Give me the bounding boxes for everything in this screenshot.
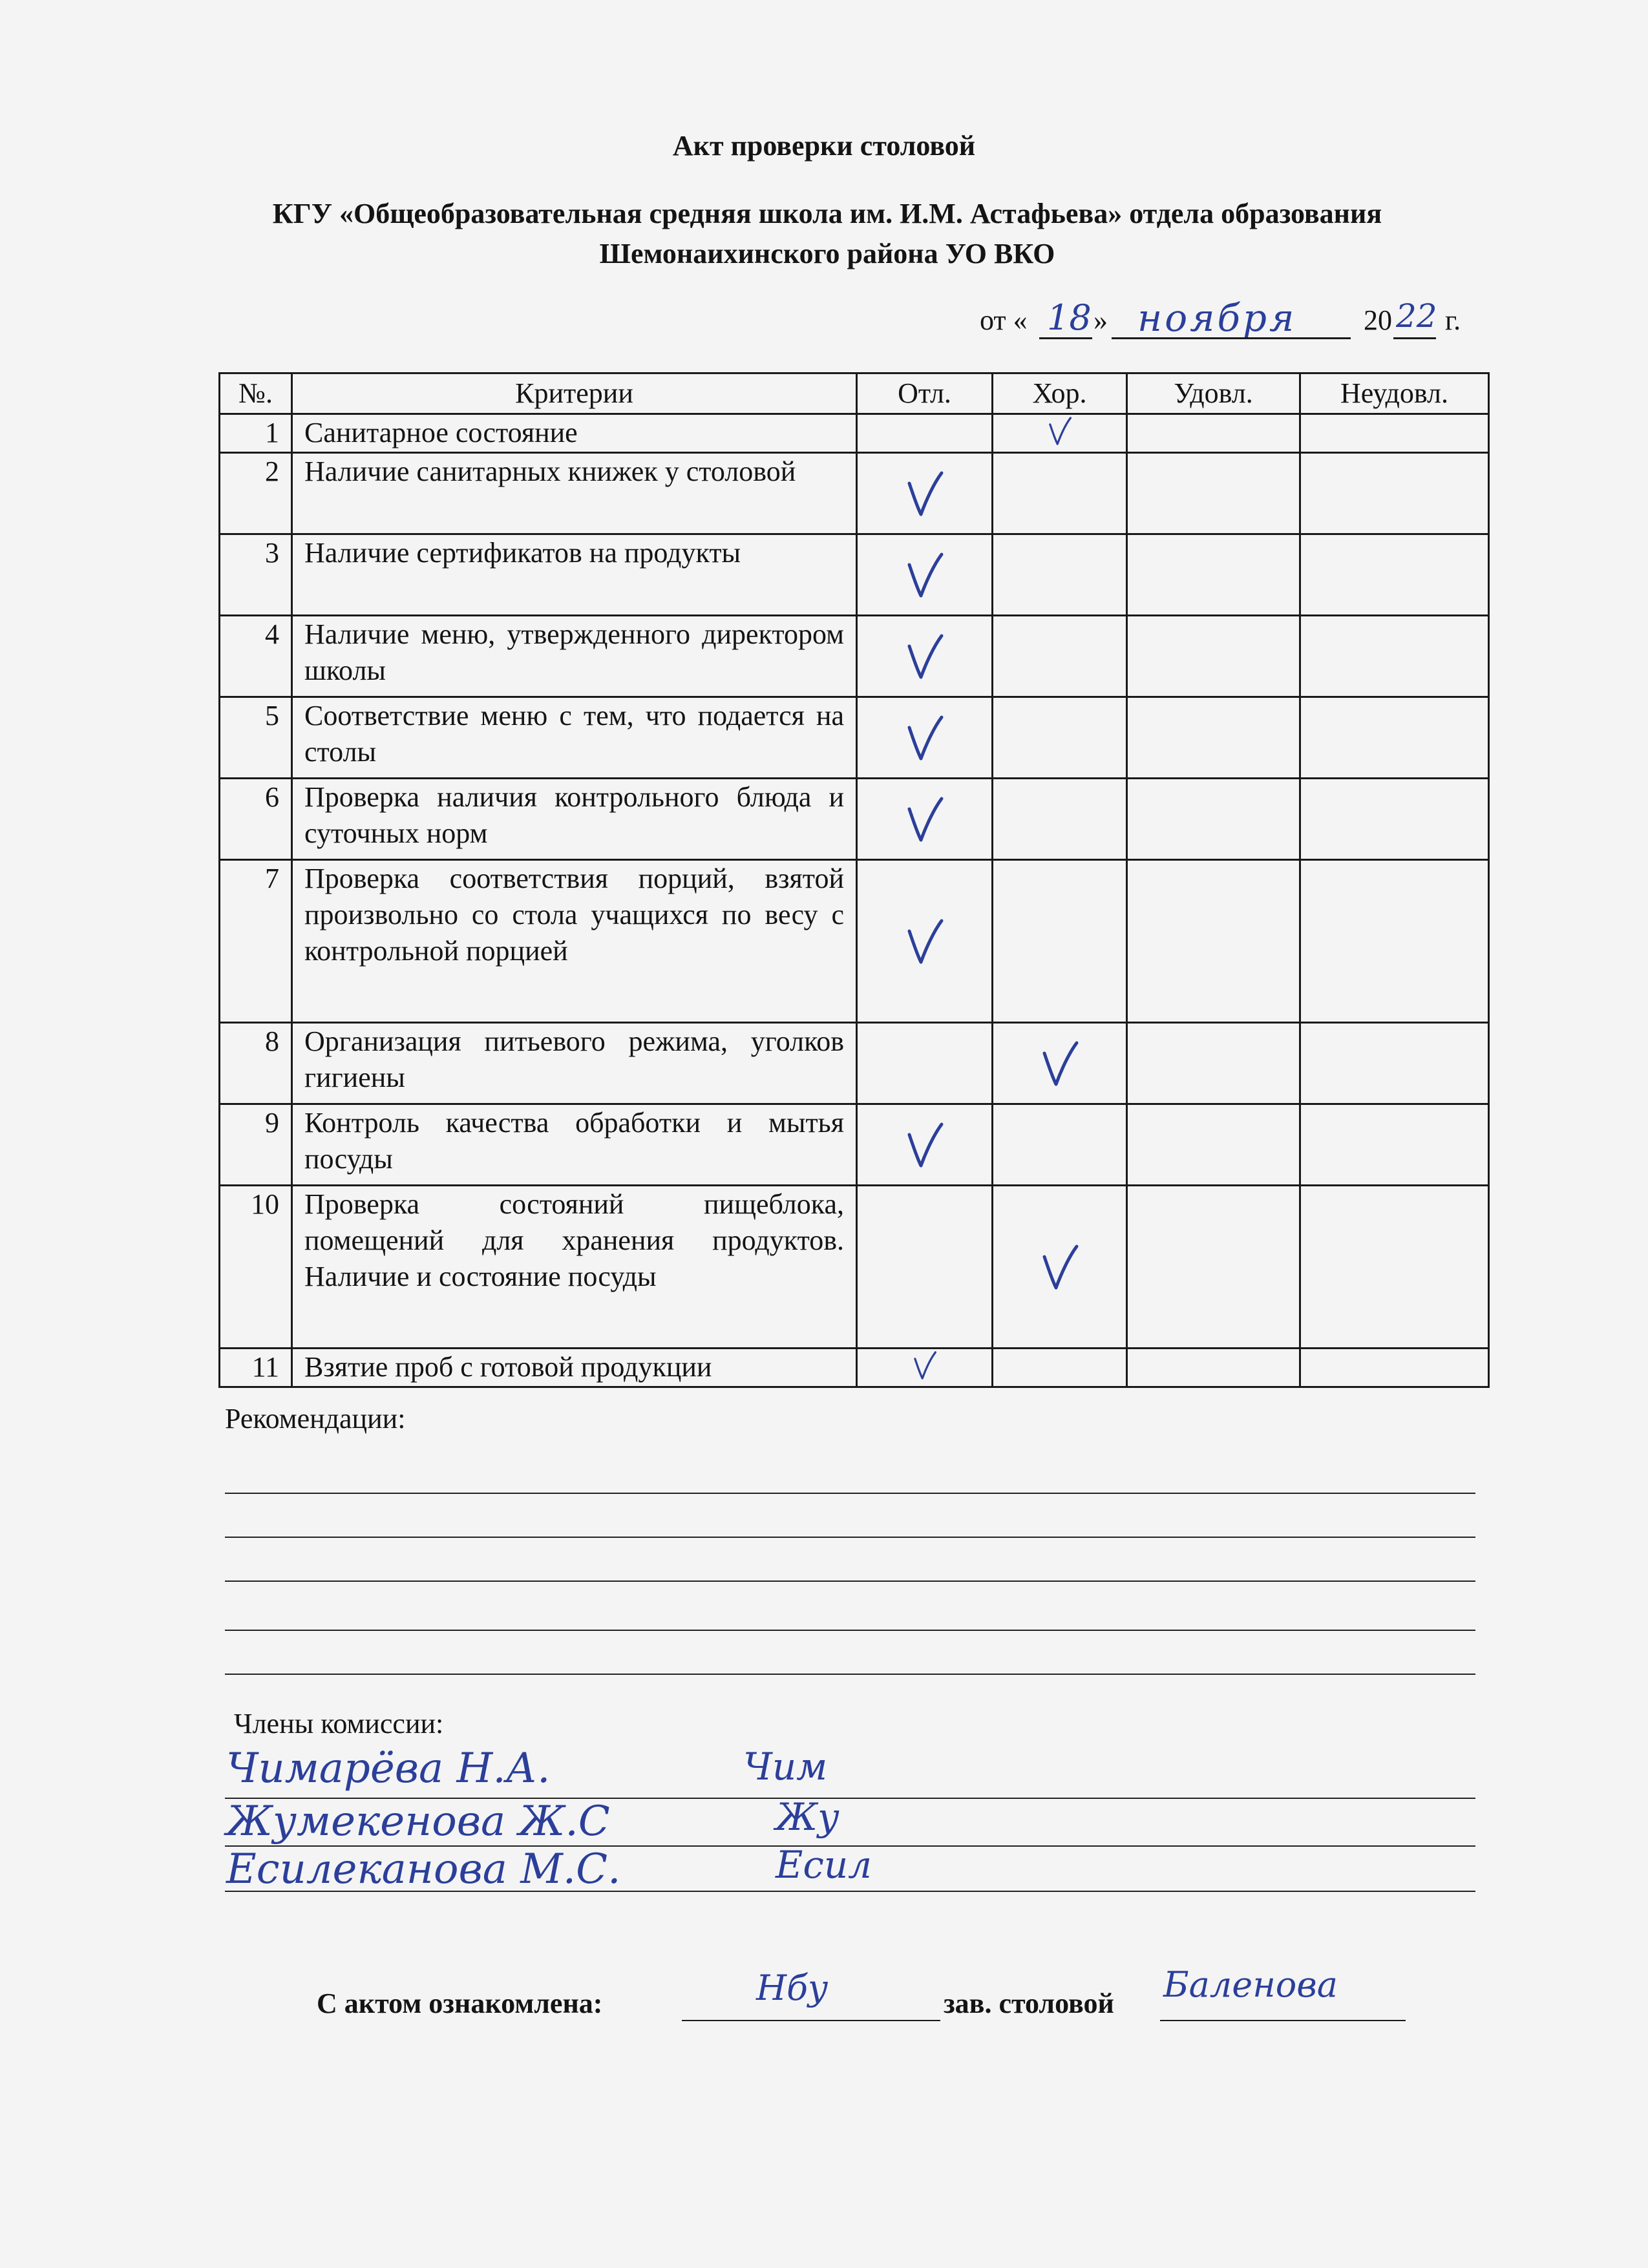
row-number: 11: [220, 1349, 292, 1387]
checkmark-icon: [910, 1350, 940, 1381]
checkmark-icon: [905, 469, 945, 518]
cell-satisfactory: [1127, 779, 1300, 860]
canteen-head-label: зав. столовой: [944, 1988, 1114, 2019]
acknowledgement-signature: Нбу: [756, 1968, 829, 2008]
table-row: [220, 1349, 1489, 1387]
commission-member-signature: Жу: [776, 1795, 840, 1839]
cell-satisfactory: [1127, 1349, 1300, 1387]
checkmark-icon: [905, 917, 945, 966]
cell-satisfactory: [1127, 616, 1300, 697]
header-number: №.: [220, 373, 292, 414]
cell-satisfactory: [1127, 860, 1300, 1023]
date-suffix: г.: [1445, 304, 1461, 336]
row-criterion: Санитарное состояние: [292, 414, 857, 453]
checkmark-icon: [905, 632, 945, 681]
row-criterion: Организация питьевого режима, уголков гигиены: [292, 1023, 857, 1104]
cell-excellent: [857, 1023, 993, 1104]
cell-good: [993, 616, 1127, 697]
table-row: [220, 1023, 1489, 1104]
table-row: [220, 697, 1489, 779]
row-number: 5: [220, 697, 292, 779]
cell-good: [993, 453, 1127, 534]
row-criterion: Наличие санитарных книжек у столовой: [292, 453, 857, 534]
row-criterion: Проверка состояний пищеблока, помещений для хранения продуктов. Наличие и состояние посуды: [292, 1186, 857, 1349]
cell-unsatisfactory: [1300, 860, 1489, 1023]
row-number: 9: [220, 1104, 292, 1186]
table-row: [220, 1186, 1489, 1349]
recommendation-line[interactable]: [225, 1493, 1475, 1494]
commission-member-signature: Есил: [776, 1843, 872, 1887]
cell-unsatisfactory: [1300, 1186, 1489, 1349]
row-criterion: Проверка наличия контрольного блюда и суточных норм: [292, 779, 857, 860]
table-row: [220, 860, 1489, 1023]
cell-satisfactory: [1127, 1104, 1300, 1186]
row-criterion: Соответствие меню с тем, что подается на столы: [292, 697, 857, 779]
cell-excellent: [857, 616, 993, 697]
checkmark-icon: [905, 1120, 945, 1170]
row-criterion: Наличие сертификатов на продукты: [292, 534, 857, 616]
date-year-line: [1393, 337, 1436, 339]
recommendation-line[interactable]: [225, 1537, 1475, 1538]
date-month-line: [1112, 337, 1351, 339]
cell-good: [993, 1349, 1127, 1387]
row-number: 10: [220, 1186, 292, 1349]
checkmark-icon: [1045, 415, 1075, 446]
table-row: [220, 1104, 1489, 1186]
cell-unsatisfactory: [1300, 414, 1489, 453]
commission-member-name: Жумекенова Ж.С: [226, 1798, 610, 1845]
row-criterion: Контроль качества обработки и мытья посуды: [292, 1104, 857, 1186]
date-month: ноября: [1137, 296, 1297, 340]
document-date: [956, 296, 1486, 349]
checkmark-icon: [905, 551, 945, 600]
checkmark-icon: [1040, 1243, 1080, 1292]
cell-excellent: [857, 414, 993, 453]
cell-good: [993, 779, 1127, 860]
header-criteria: Критерии: [292, 373, 857, 414]
row-criterion: Проверка соответствия порций, взятой произвольно со стола учащихся по весу с контрольной порцией: [292, 860, 857, 1023]
cell-unsatisfactory: [1300, 779, 1489, 860]
recommendation-line[interactable]: [225, 1674, 1475, 1675]
cell-good: [993, 697, 1127, 779]
date-quote-close: »: [1093, 304, 1108, 336]
cell-excellent: [857, 860, 993, 1023]
row-number: 3: [220, 534, 292, 616]
recommendation-line[interactable]: [225, 1580, 1475, 1582]
cell-unsatisfactory: [1300, 697, 1489, 779]
acknowledgement: [317, 1987, 602, 2020]
cell-excellent: [857, 697, 993, 779]
cell-excellent: [857, 1104, 993, 1186]
date-day-line: [1039, 337, 1092, 339]
checkmark-icon: [1040, 1039, 1080, 1088]
row-criterion: Наличие меню, утвержденного директором школы: [292, 616, 857, 697]
table-row: [220, 414, 1489, 453]
header-excellent: Отл.: [857, 373, 993, 414]
cell-good: [993, 860, 1127, 1023]
recommendations-label: Рекомендации:: [225, 1403, 406, 1434]
cell-unsatisfactory: [1300, 534, 1489, 616]
cell-unsatisfactory: [1300, 453, 1489, 534]
table-header-row: [220, 373, 1489, 414]
cell-good: [993, 1186, 1127, 1349]
row-number: 4: [220, 616, 292, 697]
date-year-prefix: 20: [1364, 304, 1392, 336]
commission-member-signature: Чим: [743, 1745, 828, 1789]
date-day: 18: [1047, 297, 1092, 338]
cell-excellent: [857, 534, 993, 616]
row-number: 1: [220, 414, 292, 453]
commission-label: Члены комиссии:: [234, 1708, 444, 1739]
document-title: Акт проверки столовой: [672, 130, 976, 162]
cell-unsatisfactory: [1300, 1349, 1489, 1387]
canteen-head-signature-line: [1160, 2020, 1406, 2021]
header-satisfactory: Удовл.: [1127, 373, 1300, 414]
cell-unsatisfactory: [1300, 1023, 1489, 1104]
organization-name: КГУ «Общеобразовательная средняя школа им. И.М. Астафьева» отдела образования Шемонаихинского района УО ВКО: [272, 198, 1382, 269]
date-year-suffix: 22: [1396, 297, 1437, 335]
table-row: [220, 453, 1489, 534]
commission-member-name: Чимарёва Н.А.: [226, 1745, 551, 1792]
cell-unsatisfactory: [1300, 1104, 1489, 1186]
row-number: 6: [220, 779, 292, 860]
cell-good: [993, 1023, 1127, 1104]
header-unsatisfactory: Неудовл.: [1300, 373, 1489, 414]
commission-line: [225, 1891, 1475, 1892]
row-criterion: Взятие проб с готовой продукции: [292, 1349, 857, 1387]
cell-satisfactory: [1127, 453, 1300, 534]
cell-excellent: [857, 453, 993, 534]
recommendation-line[interactable]: [225, 1630, 1475, 1631]
row-number: 7: [220, 860, 292, 1023]
header-good: Хор.: [993, 373, 1127, 414]
commission-member-name: Есилеканова М.С.: [226, 1845, 621, 1893]
cell-excellent: [857, 1349, 993, 1387]
cell-good: [993, 534, 1127, 616]
cell-satisfactory: [1127, 1186, 1300, 1349]
acknowledgement-signature-line: [682, 2020, 940, 2021]
cell-good: [993, 1104, 1127, 1186]
checkmark-icon: [905, 795, 945, 844]
row-number: 2: [220, 453, 292, 534]
canteen-head-signature: Баленова: [1163, 1964, 1338, 2005]
date-prefix: от «: [980, 304, 1028, 336]
cell-unsatisfactory: [1300, 616, 1489, 697]
table-row: [220, 779, 1489, 860]
cell-excellent: [857, 1186, 993, 1349]
cell-satisfactory: [1127, 414, 1300, 453]
row-number: 8: [220, 1023, 292, 1104]
cell-satisfactory: [1127, 534, 1300, 616]
table-row: [220, 616, 1489, 697]
acknowledgement-label: С актом ознакомлена:: [317, 1988, 603, 2019]
criteria-table: [218, 372, 1490, 1388]
cell-good: [993, 414, 1127, 453]
checkmark-icon: [905, 713, 945, 762]
cell-satisfactory: [1127, 1023, 1300, 1104]
canteen-head: [944, 1987, 1114, 2020]
cell-satisfactory: [1127, 697, 1300, 779]
cell-excellent: [857, 779, 993, 860]
table-row: [220, 534, 1489, 616]
